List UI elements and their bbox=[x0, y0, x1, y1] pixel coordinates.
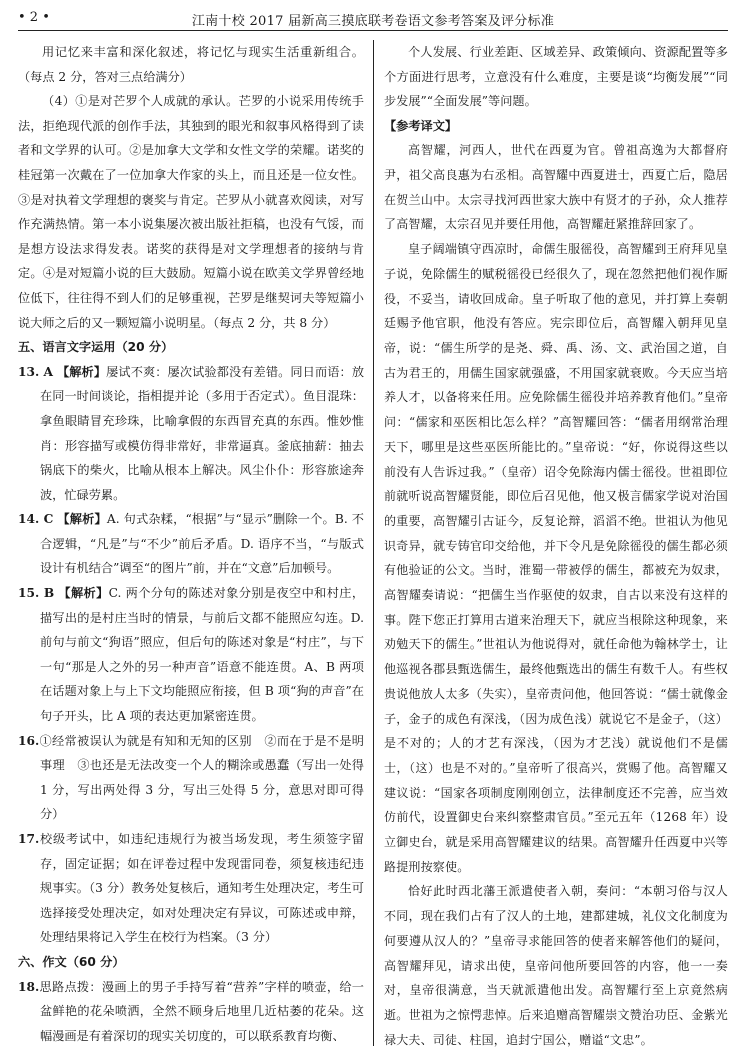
answer-paragraph: 个人发展、行业差距、区域差异、政策倾向、资源配置等多个方面进行思考，立意没有什么难度，主要是谈“均衡发展”“同步发展”“全面发展”等问题。 bbox=[384, 45, 728, 109]
question-18 bbox=[18, 975, 364, 1049]
analysis-tag: 【解析】 bbox=[57, 512, 107, 527]
left-column bbox=[18, 40, 364, 1046]
page-number: • 2 • bbox=[18, 10, 50, 25]
section-six-title: 六、作文（60 分） bbox=[18, 954, 125, 969]
question-number: 17. bbox=[18, 832, 40, 846]
question-answer: 思路点拨：漫画上的男子手持写着“营养”字样的喷壶，给一盆鲜艳的花朵喷洒，全然不顾身后地里几近枯萎的花朵。这幅漫画是有着深切的现实关切度的，可以联系教育均衡、 bbox=[39, 979, 364, 1043]
page-header bbox=[18, 8, 728, 31]
section-five-title: 五、语言文字运用（20 分） bbox=[18, 340, 174, 355]
question-answer: C. 两个分句的陈述对象分别是夜空中和村庄，描写出的是村庄当时的情景，与前后文都不能照应勾连。D. 前句与前文“狗语”照应，但后句的陈述对象是“村庄”，与下一句“那是人之外的另一种声音”语意不能连贯。A、B 两项在话题对象上与上下文均能照应衔接，但 B 项“狗的声音”在句子开头，比 A 项的表达更加紧密连贯。 bbox=[40, 586, 365, 724]
translation-paragraph: 皇子阔端镇守西凉时，命儒生服徭役，高智耀到王府拜见皇子说，免除儒生的赋税徭役已经很久了，现在忽然把他们视作厮役，不妥当，请收回成命。皇子听取了他的意见，并打算上奏朝廷赐予他官职，他没有答应。宪宗即位后，高智耀入朝拜见皇帝，说：“儒生所学的是尧、舜、禹、汤、文、武治国之道，自古为君王的，用儒生国家就强盛，不用国家就衰败。今天应当培养人才，以备将来任用。应免除儒生徭役并培养教育他们。”皇帝问：“儒家和巫医相比怎么样？”高智耀回答：“儒者用纲常治理天下，哪里是这些巫医所能比的。”皇帝说：“好，你说得这些以前没有人告诉过我。”（皇帝）诏令免除海内儒士徭役。世祖即位前就听说高智耀贤能，即位后召见他，他又极言儒家学说对治国的重要，高智耀引古证今，反复论辩，滔滔不绝。世祖认为他见识奇异，就专铸官印交给他，并下令凡是免除徭役的儒生都必须有他验证的公文。当时，淮蜀一带被俘的儒生，都被充为奴隶，高智耀奏请说：“把儒生当作驱使的奴隶，自古以来没有这样的事。陛下您正打算用古道来治理天下，就应当根除这种现象，来劝勉天下的儒生。”世祖认为他说得对，就任命他为翰林学士，让他巡视各郡县甄选儒生，最终他甄选出的儒生有数千人。有些权贵说他放人太多（失实），皇帝责问他，他回答说：“儒士就像金子，金子的成色有深浅，（因为成色浅）就说它不是金子，（这）是不对的；人的才艺有深浅，（因为才艺浅）就说他们不是儒士，（这）也是不对的。”皇帝听了很高兴，赏赐了他。高智耀又建议说：“国家各项制度刚刚创立，法律制度还不完善，应当效仿前代，设置御史台来纠察整肃官员。”至元五年（1268 年）设立御史台，就是采用高智耀建议的结果。高智耀升任西夏中兴等路提刑按察使。 bbox=[384, 242, 728, 874]
analysis-tag: 【解析】 bbox=[56, 364, 107, 379]
reference-translation-heading: 【参考译文】 bbox=[384, 118, 458, 133]
question-answer: ①经常被误认为就是有知和无知的区别 ②而在于是不是明事理 ③也还是无法改变一个人的糊涂或愚蠢（写出一处得 1 分，写出两处得 3 分，写出三处得 5 分，意思对即可得分） bbox=[39, 733, 364, 822]
analysis-tag: 【解析】 bbox=[58, 586, 109, 601]
question-number: 15. B bbox=[18, 586, 55, 601]
question-14 bbox=[18, 507, 364, 581]
question-16 bbox=[18, 729, 364, 827]
question-15 bbox=[18, 581, 364, 729]
right-column bbox=[384, 40, 728, 1046]
question-answer: 屡试不爽：屡次试验都没有差错。同日而语：放在同一时间谈论，指相提并论（多用于否定式）。鱼目混珠：拿鱼眼睛冒充珍珠，比喻拿假的东西冒充真的东西。惟妙惟肖：形容描写或模仿得非常好，非常逼真。釜底抽薪：抽去锅底下的柴火，比喻从根本上解决。风尘仆仆：形容旅途奔波，忙碌劳累。 bbox=[40, 364, 365, 502]
question-17 bbox=[18, 827, 364, 950]
translation-paragraph: 高智耀，河西人，世代在西夏为官。曾祖高逸为大都督府尹，祖父高良惠为右丞相。高智耀中西夏进士，西夏亡后，隐居在贺兰山中。太宗寻找河西世家大族中有贤才的子孙，众人推荐了高智耀，太宗召见并要任用他，高智耀赶紧推辞回家了。 bbox=[384, 143, 728, 232]
question-13 bbox=[18, 360, 364, 508]
question-number: 14. C bbox=[18, 512, 54, 527]
section-heading bbox=[18, 335, 364, 360]
answer-paragraph: 用记忆来丰富和深化叙述，将记忆与现实生活重新组合。（每点 2 分，答对三点给满分） bbox=[18, 45, 364, 84]
question-answer: A. 句式杂糅，“根据”与“显示”删除一个。B. 不合逻辑，“凡是”与“不少”前后矛盾。D. 语序不当，“与版式设计有机结合”调至“的图片”前，并在“文意”后加顿号。 bbox=[40, 512, 364, 576]
answer-paragraph: （4）①是对芒罗个人成就的承认。芒罗的小说采用传统手法，拒绝现代派的创作手法，其独到的眼光和叙事风格得到了读者和文学界的认可。②是加拿大文学和女性文学的荣耀。诺奖的桂冠第一次戴在了一位加拿大作家的头上，而且还是一位女性。③是对执着文学理想的褒奖与肯定。芒罗从小就喜欢阅读，对写作充满热情。第一本小说集屡次被出版社拒稿，也没有气馁，而是想方设法求得发表。诺奖的获得是对文学理想者的接纳与肯定。④是对短篇小说的巨大鼓励。短篇小说在欧美文学界曾经地位低下，往往得不到人们的足够重视，芒罗是继契诃夫等短篇小说大师之后的又一颗短篇小说明星。（每点 2 分，共 8 分） bbox=[18, 94, 364, 330]
page-title: 江南十校 2017 届新高三摸底联考卷语文参考答案及评分标准 bbox=[191, 14, 555, 29]
column-divider bbox=[373, 40, 374, 1046]
question-number: 13. A bbox=[18, 364, 53, 379]
section-heading bbox=[18, 950, 364, 975]
question-number: 16. bbox=[18, 733, 40, 748]
translation-paragraph: 恰好此时西北藩王派遣使者入朝，奏问：“本朝习俗与汉人不同，现在我们占有了汉人的土地，建都建城，礼仪文化制度为何要遵从汉人的？”皇帝寻求能回答的使者来解答他们的疑问，高智耀拜见，请求出使，皇帝问他所要回答的内容，他一一奏对，皇帝很满意，当天就派遣他出发。高智耀行至上京竟然病逝。世祖为之惊愕悲悼。后来追赠高智耀崇文赞治功臣、金紫光禄大夫、司徒、柱国，追封宁国公，赠谥“文忠”。 bbox=[384, 884, 728, 1047]
question-answer: 校级考试中，如违纪违规行为被当场发现，考生须签字留存，固定证据；如在评卷过程中发现雷同卷，须复核违纪违规事实。（3 分）教务处复核后，通知考生处理决定，考生可选择接受处理决定，如对处理决定有异议，可陈述或申辩，处理结果将记入学生在校行为档案。（3 分） bbox=[39, 832, 364, 945]
question-number: 18. bbox=[18, 979, 40, 994]
